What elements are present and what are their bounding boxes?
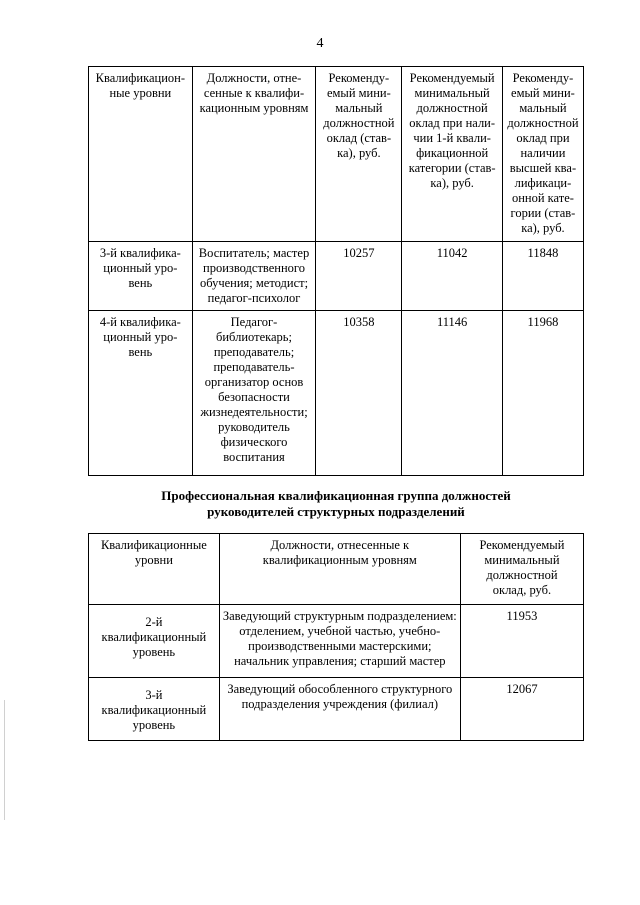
table-row bbox=[89, 311, 584, 476]
positions-cell: Воспитатель; мастер производственного обучения; методист; педагог-психолог bbox=[192, 242, 316, 311]
salary-table-teachers bbox=[88, 66, 584, 476]
positions-cell: Заведующий структурным подразделением: отделением, учебной частью, учебно- производственными мастерскими; начальник управления; старший мастер bbox=[219, 605, 460, 678]
table-row bbox=[89, 678, 584, 741]
salary-table-managers bbox=[88, 533, 584, 741]
salary-cell: 12067 bbox=[460, 678, 583, 741]
salary-highest-cell: 11968 bbox=[502, 311, 583, 476]
header-salary-base: Рекоменду- емый мини- мальный должностной оклад (став- ка), руб. bbox=[316, 67, 402, 242]
positions-cell: Педагог- библиотекарь; преподаватель; преподаватель- организатор основ безопасности жизнедеятельности; руководитель физического воспитания bbox=[192, 311, 316, 476]
header-levels: Квалификационные уровни bbox=[89, 534, 220, 605]
salary-base-cell: 10257 bbox=[316, 242, 402, 311]
page-number: 4 bbox=[316, 36, 324, 51]
table-header-row bbox=[89, 534, 584, 605]
header-positions: Должности, отнесенные к квалификационным уровням bbox=[219, 534, 460, 605]
level-cell: 4-й квалифика- ционный уро- вень bbox=[89, 311, 193, 476]
header-salary: Рекомендуемый минимальный должностной оклад, руб. bbox=[460, 534, 583, 605]
table-row bbox=[89, 242, 584, 311]
header-positions: Должности, отне- сенные к квалифи- кационным уровням bbox=[192, 67, 316, 242]
scan-edge-line bbox=[4, 700, 5, 820]
salary-highest-cell: 11848 bbox=[502, 242, 583, 311]
positions-cell: Заведующий обособленного структурного подразделения учреждения (филиал) bbox=[219, 678, 460, 741]
table-row bbox=[89, 605, 584, 678]
header-salary-category1: Рекомендуемый минимальный должностной оклад при нали- чии 1-й квали- фикационной категории (став- ка), руб. bbox=[402, 67, 502, 242]
salary-cell: 11953 bbox=[460, 605, 583, 678]
header-salary-highest: Рекоменду- емый мини- мальный должностной оклад при наличии высшей ква- лификаци- онной кате- гории (став- ка), руб. bbox=[502, 67, 583, 242]
level-cell: 3-й квалифика- ционный уро- вень bbox=[89, 242, 193, 311]
salary-category1-cell: 11146 bbox=[402, 311, 502, 476]
section-heading: Профессиональная квалификационная группа должностей руководителей структурных подразделений bbox=[161, 488, 511, 519]
salary-base-cell: 10358 bbox=[316, 311, 402, 476]
level-cell: 3-й квалификационный уровень bbox=[89, 678, 220, 741]
table-header-row bbox=[89, 67, 584, 242]
level-cell: 2-й квалификационный уровень bbox=[89, 605, 220, 678]
header-levels: Квалификацион- ные уровни bbox=[89, 67, 193, 242]
salary-category1-cell: 11042 bbox=[402, 242, 502, 311]
